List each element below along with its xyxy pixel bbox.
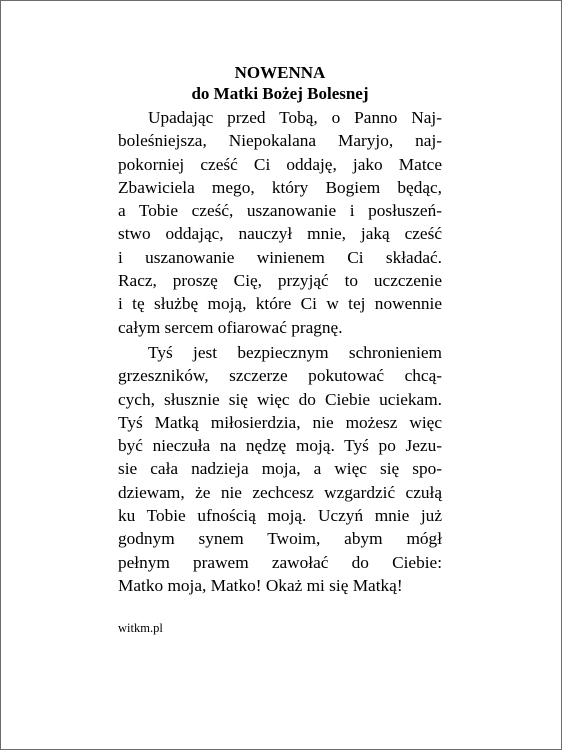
prayer-card [118, 62, 442, 636]
paragraph-1 [118, 106, 442, 339]
text-line: Tyś jest bezpiecznym schronieniem [148, 342, 442, 362]
text-line: godnym synem Twoim, abym mógł [118, 529, 442, 549]
text-line: Tyś Matką miłosierdzia, nie możesz więc [118, 412, 442, 432]
text-line: Matko moja, Matko! Okaż mi się Matką! [118, 575, 403, 595]
text-line: całym sercem ofiarować pragnę. [118, 317, 343, 337]
text-line: stwo oddając, nauczył mnie, jaką cześć [118, 224, 442, 244]
text-line: pełnym prawem zawołać do Ciebie: [118, 552, 442, 572]
text-line: a Tobie cześć, uszanowanie i posłuszeń- [118, 201, 442, 221]
text-line: boleśniejsza, Niepokalana Maryjo, naj- [118, 131, 442, 151]
text-line: grzeszników, szczerze pokutować chcą- [118, 366, 442, 386]
text-line: Zbawiciela mego, który Bogiem będąc, [118, 177, 442, 197]
text-line: sie cała nadzieja moja, a więc się spo- [118, 459, 442, 479]
text-line: pokorniej cześć Ci oddaję, jako Matce [118, 154, 442, 174]
text-line: i uszanowanie winienem Ci składać. [118, 247, 442, 267]
page-title: NOWENNA [234, 63, 326, 82]
text-line: być nieczuła na nędzę moją. Tyś po Jezu- [118, 436, 442, 456]
page-subtitle: do Matki Bożej Bolesnej [191, 84, 369, 103]
text-line: Racz, proszę Cię, przyjąć to uczczenie [118, 271, 442, 291]
text-line: i tę służbę moją, które Ci w tej nowennie [118, 294, 442, 314]
footer-source: witkm.pl [118, 621, 163, 636]
text-line: ku Tobie ufnością moją. Uczyń mnie już [118, 506, 442, 526]
text-line: cych, słusznie się więc do Ciebie uciekam. [118, 389, 442, 409]
text-line: dziewam, że nie zechcesz wzgardzić czułą [118, 482, 442, 502]
text-line: Upadając przed Tobą, o Panno Naj- [148, 108, 442, 127]
paragraph-2 [118, 341, 442, 597]
